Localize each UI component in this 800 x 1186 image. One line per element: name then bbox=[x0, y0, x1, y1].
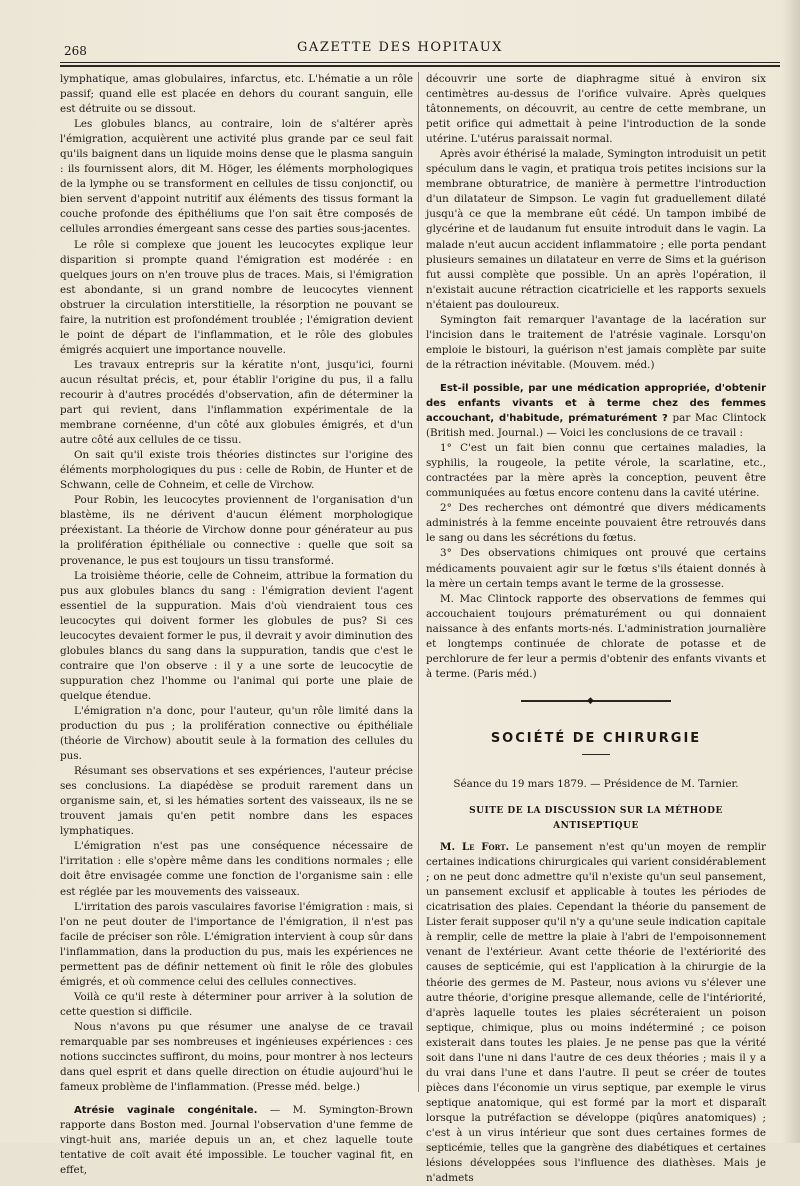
paragraph: L'irritation des parois vasculaires favorise l'émigration : mais, si l'on ne peut douter de l'importance de l'émigration, il n'est pas facile de préciser son rôle. L'émigration intervient à coup sûr dans l'inflammation, dans la production du pus, mais les expériences ne permettent pas de définir nettement où finit le rôle des globules émigrés, et où commence celui des cellules connectives. bbox=[60, 900, 413, 988]
paragraph: On sait qu'il existe trois théories distinctes sur l'origine des éléments morphologiques du pus : celle de Robin, de Hunter et de Schwann, celle de Cohneim, et celle de Virchow. bbox=[60, 449, 413, 492]
short-rule bbox=[582, 754, 610, 755]
paragraph: Nous n'avons pu que résumer une analyse de ce travail remarquable par ses nombreuses et ingénieuses expériences : ces notions succinctes suffiront, du moins, pour montrer à nos lecteurs dans quel esprit et dans quelle direction on étudie aujourd'hui le fameux problème de l'inflammation. (Presse méd. belge.) bbox=[60, 1020, 413, 1094]
speaker-name: M. Le Fort. bbox=[440, 841, 510, 854]
paragraph: Voilà ce qu'il reste à déterminer pour arriver à la solution de cette question si difficile. bbox=[60, 990, 413, 1018]
conclusion-item: 1° C'est un fait bien connu que certaines maladies, la syphilis, la rougeole, la petite vérole, la scarlatine, etc., contractées par la mère après la conception, peuvent être communiquées au fœtus encore contenu dans la cavité utérine. bbox=[426, 442, 766, 500]
paragraph: Après avoir éthérisé la malade, Symington introduisit un petit spéculum dans le vagin, et pratiqua trois petites incisions sur la membrane obturatrice, de manière à permettre l'introduction d'un dilatateur de Simpson. Le vagin fut graduellement dilaté jusqu'à ce que la membrane eût cédé. Un tampon imbibé de glycérine et de laudanum fut ensuite introduit dans le vagin. La malade n'eut aucun accident inflammatoire ; elle porta pendant plusieurs semaines un dilatateur en verre de Sims et la guérison fut aussi complète que possible. Un an après l'opération, il n'existait aucune rétraction cicatricielle et les rapports sexuels n'étaient pas douloureux. bbox=[426, 148, 766, 311]
paragraph: La troisième théorie, celle de Cohneim, attribue la formation du pus aux globules blancs du sang : l'émigration devient l'agent essentiel de la suppuration. Mais d'où viendraient tous ces leucocytes qui doivent former les globules de pus? Si ces leucocytes devaient former le pus, il devrait y avoir diminution des globules blancs du sang dans la suppuration, tandis que c'est le contraire que l'on observe : il y a une sorte de leucocytie de suppuration chez l'homme ou l'animal qui porte une plaie de quelque étendue. bbox=[60, 569, 413, 702]
conclusion-item: 2° Des recherches ont démontré que divers médicaments administrés à la femme enceinte pouvaient être retrouvés dans le sang ou dans les sécrétions du fœtus. bbox=[426, 502, 766, 545]
discussion-subtitle: SUITE DE LA DISCUSSION SUR LA MÉTHODE ANTISEPTIQUE bbox=[469, 806, 723, 832]
speech-paragraph bbox=[426, 840, 766, 1186]
right-column bbox=[426, 72, 766, 1185]
session-line: Séance du 19 mars 1879. — Présidence de M. Tarnier. bbox=[453, 777, 739, 790]
header-rule-thin bbox=[60, 62, 780, 63]
left-column bbox=[60, 72, 413, 1177]
section-separator bbox=[426, 692, 766, 707]
paragraph: découvrir une sorte de diaphragme situé à environ six centimètres au-dessus de l'orifice vulvaire. Après quelques tâtonnements, on découvrit, au centre de cette membrane, un petit orifice qui admettait à peine l'introduction de la sonde utérine. L'utérus paraissait normal. bbox=[426, 73, 766, 146]
speech-text: Le pansement n'est qu'un moyen de remplir certaines indications chirurgicales qui varient considérablement ; on ne peut donc admettre qu'il n'existe qu'un seul pansement, un pansement exclusif et applicable à toutes les périodes de cicatrisation des plaies. Cependant la théorie du pansement de Lister ferait supposer qu'il n'y a qu'une seule indication capitale à remplir, celle de mettre la plaie à l'abri de l'empoisonnement venant de l'extérieur. Avant cette théorie de l'extériorité des causes de septicémie, qui est l'application à la chirurgie de la théorie des germes de M. Pasteur, nous avions vu s'élever une autre théorie, d'origine presque allemande, celle de l'intériorité, d'après laquelle toutes les plaies sécréteraient un poison septique, chimique, plus ou moins indéterminé ; ce poison existerait dans toutes les plaies. Je ne pense pas que la vérité soit dans l'une ni dans l'autre de ces deux théories ; mais il y a du vrai dans l'une et dans l'autre. Il peut se créer de toutes pièces dans l'économie un virus septique, par exemple le virus septique anatomique, qui est formé par la mort et disparaît lorsque la putréfaction se développe (piqûres anatomiques) ; c'est à un virus intérieur que sont dues certaines formes de septicémie, telles que la gangrène des diabétiques et certaines lésions développées sous l'influence des diathèses. Mais je n'admets bbox=[426, 841, 766, 1185]
column-divider bbox=[418, 72, 419, 1092]
paragraph: Les globules blancs, au contraire, loin de s'altérer après l'émigration, acquièrent une activité plus grande par ce seul fait qu'ils baignent dans un liquide moins dense que le plasma sanguin : ils fournissent alors, dit M. Höger, les éléments morphologiques de la lymphe ou se transforment en cellules de tissu conjonctif, ou bien servent d'appoint nutritif aux éléments des tissus formant la couche profonde des épithéliums que l'on sait être composés de cellules arrondies émergeant sans cesse des parties sous-jacentes. bbox=[60, 118, 413, 236]
rubric-byline: par Mac Clintock (British med. Journal.) — Voici les conclusions de ce travail : bbox=[426, 412, 766, 440]
page-edge-shadow bbox=[782, 0, 800, 1143]
rubric-paragraph bbox=[426, 381, 766, 441]
paragraph: L'émigration n'a donc, pour l'auteur, qu'un rôle limité dans la production du pus ; la prolifération connective ou épithéliale (théorie de Virchow) aboutit seule à la formation des cellules du pus. bbox=[60, 704, 413, 763]
page-number: 268 bbox=[64, 44, 87, 58]
paragraph: Le rôle si complexe que jouent les leucocytes explique leur disparition si prompte quand l'émigration est modérée : en quelques jours on n'en trouve plus de traces. Mais, si l'émigration est abondante, si un grand nombre de leucocytes viennent obstruer la circulation interstitielle, la résorption ne pouvant se faire, la nutrition est profondément troublée ; l'émigration devient le point de départ de l'inflammation, et le rôle des globules émigrés acquiert une importance nouvelle. bbox=[60, 238, 413, 356]
paragraph: lymphatique, amas globulaires, infarctus, etc. L'hématie a un rôle passif; quand elle est placée en dehors du courant sanguin, elle est détruite ou se dissout. bbox=[60, 73, 413, 116]
paragraph: M. Mac Clintock rapporte des observations de femmes qui accouchaient toujours prématurément ou qui donnaient naissance à des enfants morts-nés. L'administration journalière et longtemps continuée de chlorate de potasse et de perchlorure de fer leur a permis d'obtenir des enfants vivants et à terme. (Paris méd.) bbox=[426, 592, 766, 680]
spacer bbox=[60, 1095, 413, 1103]
rubric-heading: Atrésie vaginale congénitale. bbox=[74, 1105, 258, 1117]
rubric-heading: Est-il possible, par une médication appropriée, d'obtenir des enfants vivants et à terme chez des femmes accouchant, d'habitude, prématurément ? bbox=[426, 382, 766, 425]
running-title: GAZETTE DES HOPITAUX bbox=[297, 40, 503, 55]
paragraph: Résumant ses observations et ses expériences, l'auteur précise ses conclusions. La diapédèse se produit rarement dans un organisme sain, et, si les hématies sortent des vaisseaux, ils ne se trouvent jamais qu'en petit nombre dans les espaces lymphatiques. bbox=[60, 765, 413, 838]
conclusion-item: 3° Des observations chimiques ont prouvé que certains médicaments pouvaient agir sur le fœtus s'ils étaient donnés à la mère un certain temps avant le terme de la grossesse. bbox=[426, 547, 766, 590]
paragraph: L'émigration n'est pas une conséquence nécessaire de l'irritation : elle s'opère même dans les conditions normales ; elle doit être envisagée comme une fonction de l'organisme sain : elle est réglée par les mouvements des vaisseaux. bbox=[60, 840, 413, 898]
rubric-text: — M. Symington-Brown rapporte dans Boston med. Journal l'observation d'une femme de vingt-huit ans, mariée depuis un an, et chez laquelle toute tentative de coït avait été impossible. Le toucher vaginal fit, en effet, bbox=[60, 1104, 413, 1177]
paragraph: Symington fait remarquer l'avantage de la lacération sur l'incision dans le traitement de l'atrésie vaginale. Lorsqu'on emploie le bistouri, la guérison n'est jamais complète par suite de la rétraction inévitable. (Mouvem. méd.) bbox=[426, 313, 766, 371]
spacer bbox=[426, 373, 766, 381]
section-title: SOCIÉTÉ DE CHIRURGIE bbox=[490, 730, 702, 746]
header-rule-thick bbox=[60, 65, 780, 67]
paragraph: Les travaux entrepris sur la kératite n'ont, jusqu'ici, fourni aucun résultat précis, et, pour établir l'origine du pus, il a fallu recourir à d'autres procédés d'observation, afin de déterminer la part qui revient, dans l'inflammation expérimentale de la membrane cornéenne, d'un côté aux globules émigrés, et d'un autre côté aux cellules de ce tissu. bbox=[60, 358, 413, 447]
rubric-paragraph bbox=[60, 1103, 413, 1178]
paragraph: Pour Robin, les leucocytes proviennent de l'organisation d'un blastème, ils ne dérivent d'aucun élément morphologique préexistant. La théorie de Virchow donne pour générateur au pus la prolifération épithéliale ou connective : quelle que soit sa provenance, le pus est toujours un tissu transformé. bbox=[60, 494, 413, 567]
